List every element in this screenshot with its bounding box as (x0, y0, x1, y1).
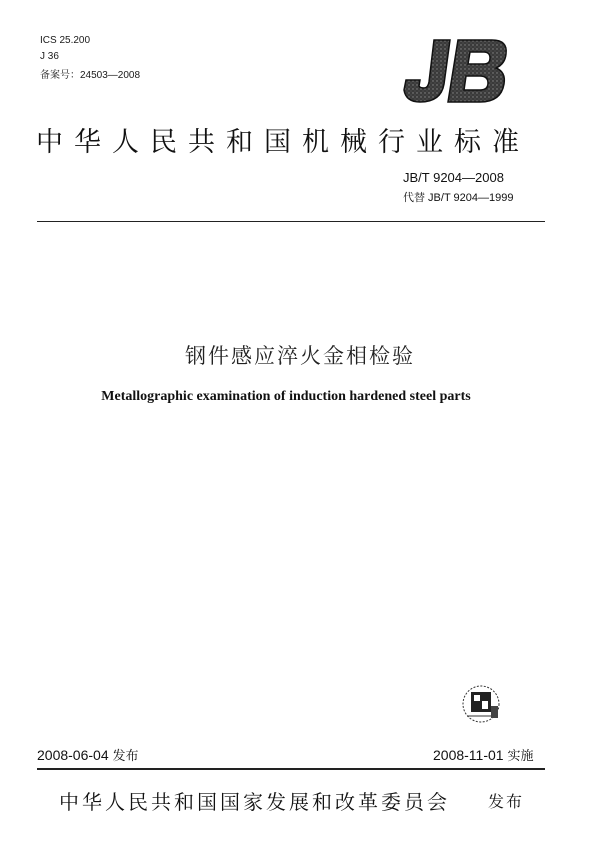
implementation-date-value: 2008-11-01 (433, 747, 504, 763)
top-divider (37, 221, 545, 222)
industry-standard-title: 中华人民共和国机械行业标准 (36, 127, 530, 158)
implementation-date-label: 实施 (507, 749, 534, 764)
record-number: 备案号：24503—2008 (40, 70, 141, 81)
document-title-chinese: 钢件感应淬火金相检验 (185, 344, 415, 368)
publisher-seal-icon (455, 680, 507, 728)
ics-code: ICS 25.200 (40, 35, 91, 46)
standard-number: JB/T 9204—2008 (403, 170, 504, 185)
jb-logo (400, 36, 512, 108)
replaces-standard: 代替 JB/T 9204—1999 (403, 192, 514, 204)
issue-date-value: 2008-06-04 (37, 747, 109, 763)
issuing-authority: 中华人民共和国国家发展和改革委员会 (59, 790, 450, 814)
document-title-english: Metallographic examination of induction hardened steel parts (101, 389, 471, 404)
issue-date (37, 745, 139, 764)
issuing-authority-label: 发布 (488, 792, 525, 811)
j-code: J 36 (40, 51, 59, 62)
bottom-divider (37, 768, 545, 770)
issue-date-label: 发布 (112, 749, 139, 764)
implementation-date (433, 745, 533, 764)
jb-logo-graphic (400, 36, 512, 108)
